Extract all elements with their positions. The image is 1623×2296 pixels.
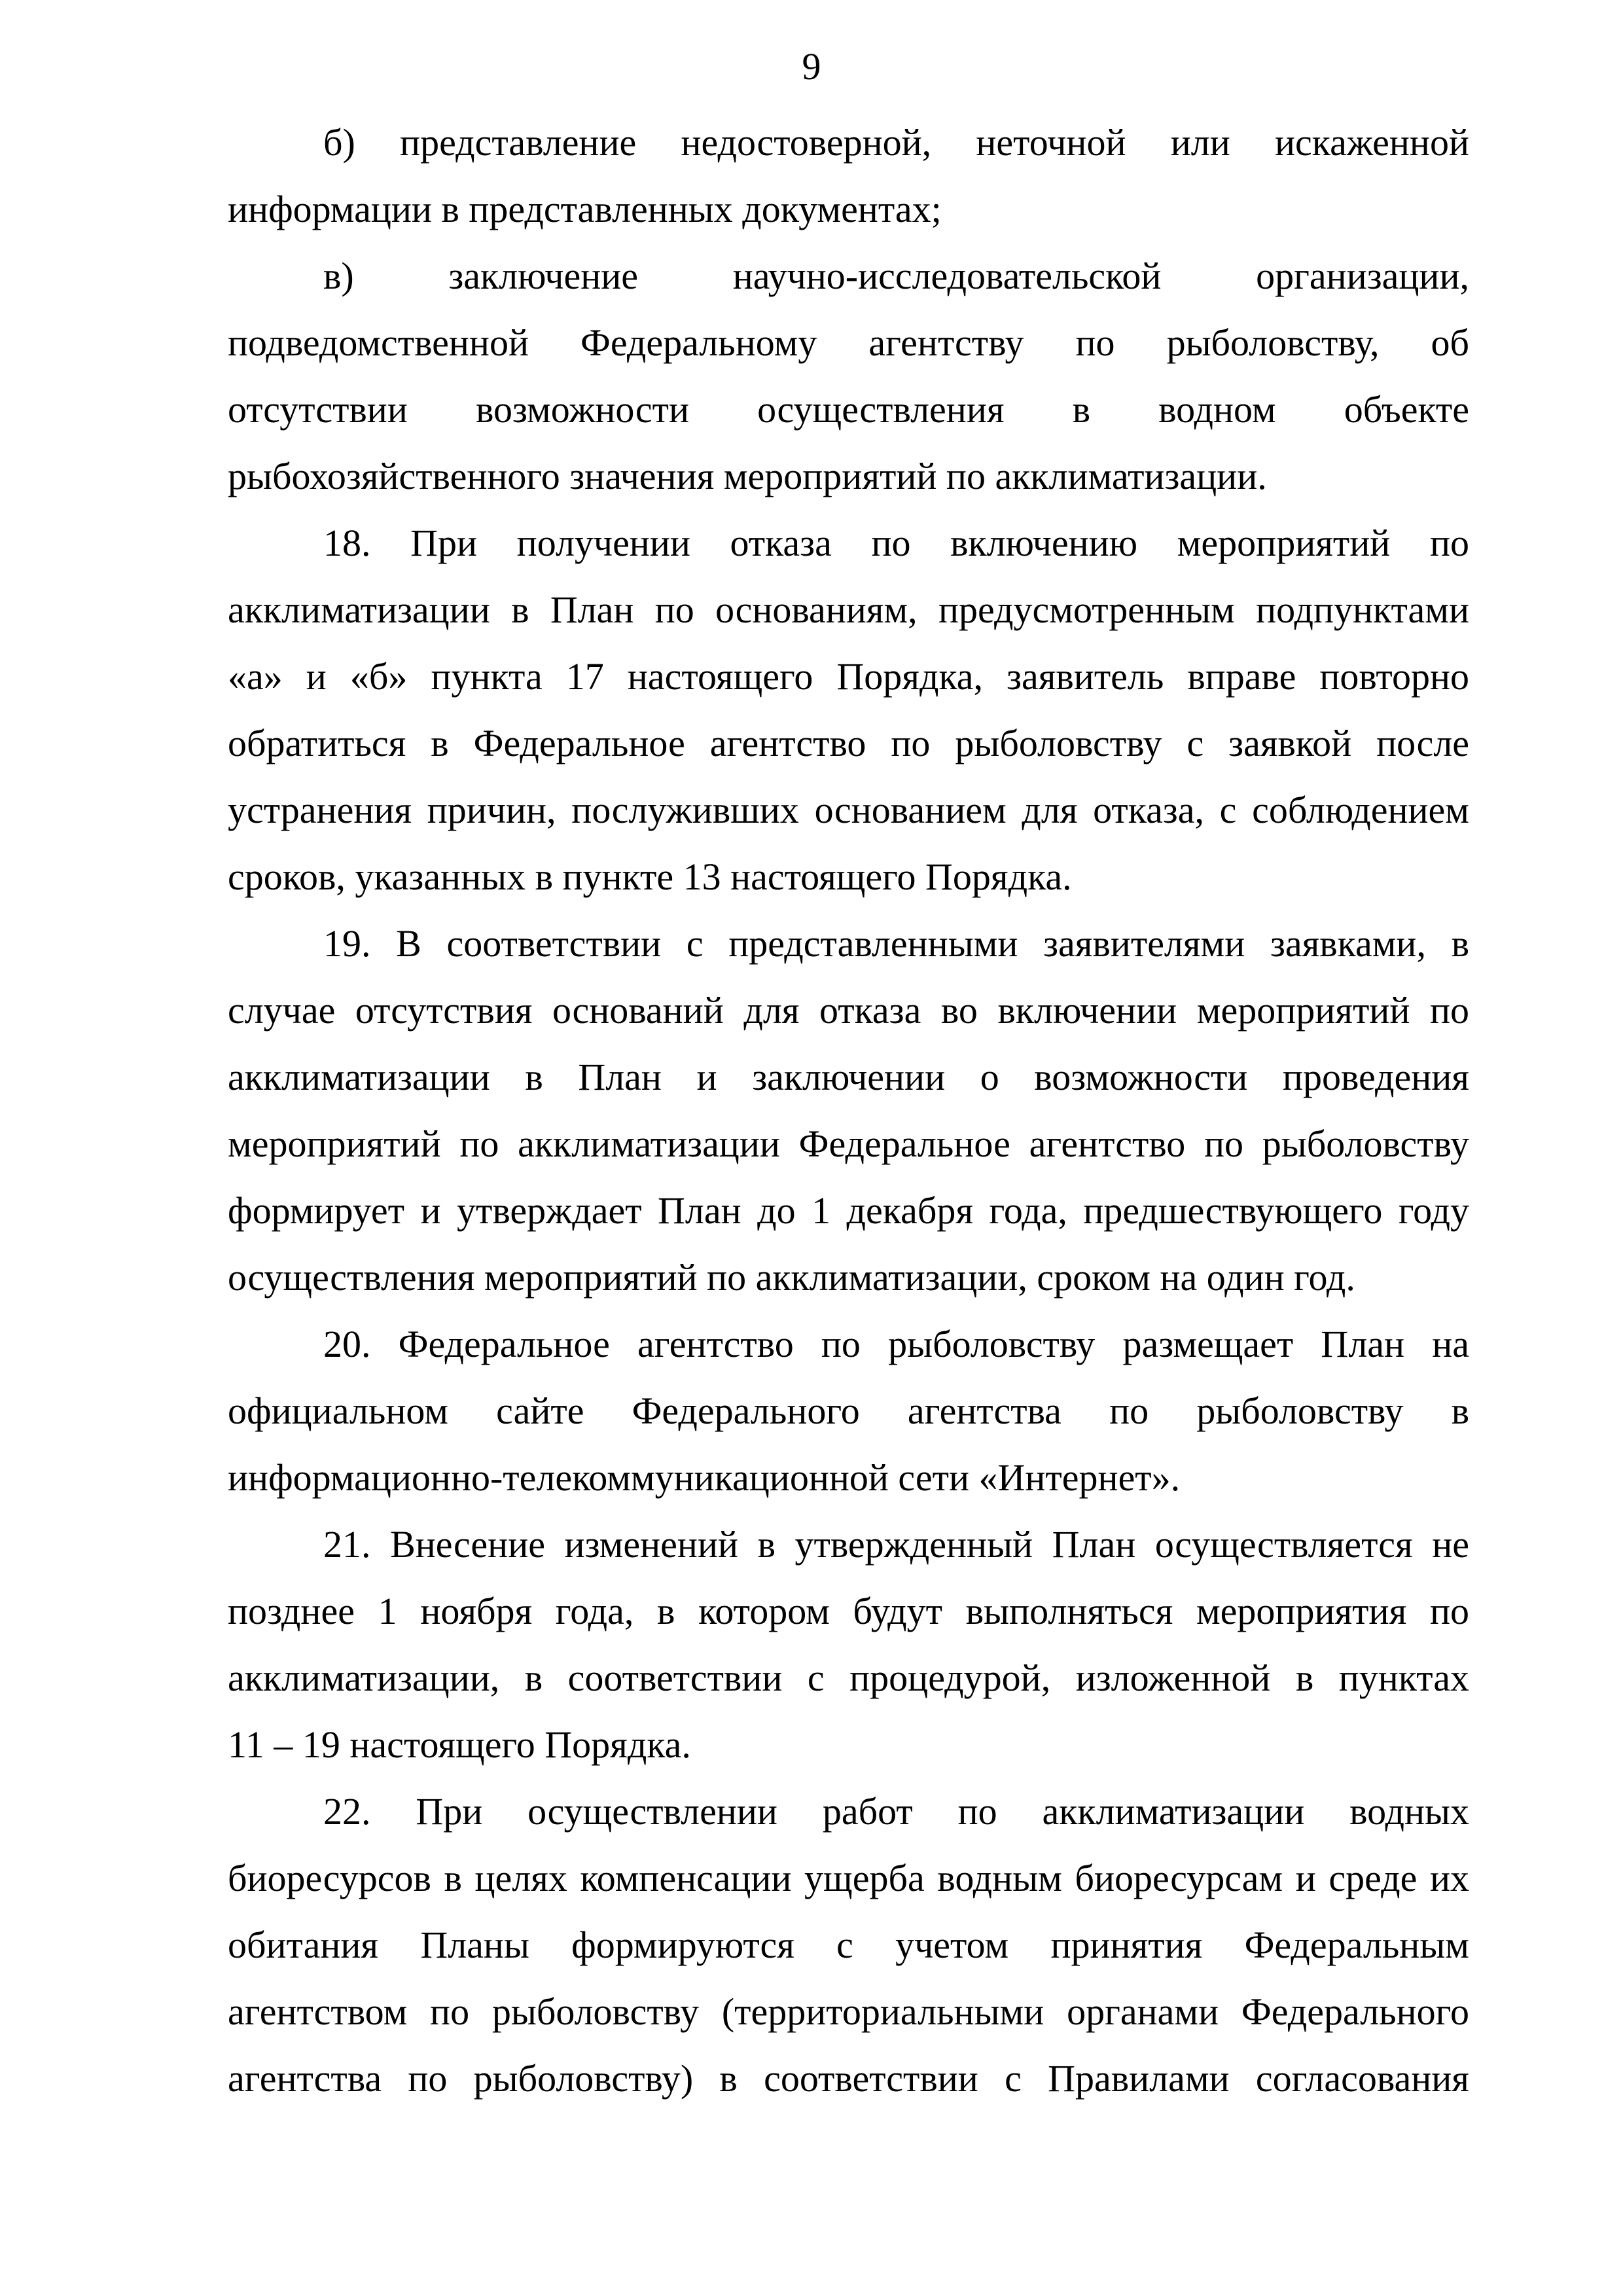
paragraph-line: подведомственной Федеральному агентству по рыболовству, об — [228, 321, 1469, 364]
paragraph-line: рыбохозяйственного значения мероприятий по акклиматизации. — [228, 455, 1267, 497]
page-number: 9 — [802, 45, 821, 88]
paragraph-line: «а» и «б» пункта 17 настоящего Порядка, заявитель вправе повторно — [228, 655, 1469, 698]
paragraph-line: отсутствии возможности осуществления в водном объекте — [228, 388, 1469, 431]
paragraph-line: обитания Планы формируются с учетом принятия Федеральным — [228, 1924, 1469, 1966]
paragraph-line: б) представление недостоверной, неточной или искаженной — [323, 121, 1469, 164]
paragraph-line: акклиматизации в План и заключении о возможности проведения — [228, 1056, 1469, 1098]
paragraph-line: акклиматизации, в соответствии с процедурой, изложенной в пунктах — [228, 1657, 1469, 1699]
paragraph-line: акклиматизации в План по основаниям, предусмотренным подпунктами — [228, 588, 1469, 631]
paragraph-line: позднее 1 ноября года, в котором будут выполняться мероприятия по — [228, 1590, 1469, 1632]
paragraph-line: мероприятий по акклиматизации Федеральное агентство по рыболовству — [228, 1122, 1469, 1165]
paragraph-line: 21. Внесение изменений в утвержденный План осуществляется не — [323, 1523, 1469, 1566]
paragraph-line: агентством по рыболовству (территориальными органами Федерального — [228, 1990, 1469, 2033]
paragraph-line: официальном сайте Федерального агентства по рыболовству в — [228, 1390, 1469, 1432]
paragraph-line: формирует и утверждает План до 1 декабря года, предшествующего году — [228, 1189, 1469, 1232]
paragraph-line: биоресурсов в целях компенсации ущерба водным биоресурсам и среде их — [228, 1857, 1469, 1899]
paragraph-line: информации в представленных документах; — [228, 188, 942, 230]
paragraph-line: случае отсутствия оснований для отказа во включении мероприятий по — [228, 989, 1469, 1031]
paragraph-line: агентства по рыболовству) в соответствии с Правилами согласования — [228, 2057, 1469, 2100]
paragraph-line: устранения причин, послуживших основанием для отказа, с соблюдением — [228, 789, 1469, 831]
paragraph-line: осуществления мероприятий по акклиматизации, сроком на один год. — [228, 1256, 1355, 1299]
document-body — [228, 109, 1469, 2112]
paragraph-line: в) заключение научно-исследовательской организации, — [323, 255, 1469, 297]
paragraph-line: 11 – 19 настоящего Порядка. — [228, 1723, 691, 1766]
paragraph-line: 18. При получении отказа по включению мероприятий по — [323, 522, 1469, 564]
paragraph-line: обратиться в Федеральное агентство по рыболовству с заявкой после — [228, 722, 1469, 764]
paragraph-line: 19. В соответствии с представленными заявителями заявками, в — [323, 922, 1469, 965]
paragraph-line: 20. Федеральное агентство по рыболовству размещает План на — [323, 1323, 1469, 1365]
paragraph-line: 22. При осуществлении работ по акклиматизации водных — [323, 1790, 1469, 1833]
paragraph-line: сроков, указанных в пункте 13 настоящего Порядка. — [228, 855, 1072, 898]
paragraph-line: информационно-телекоммуникационной сети «Интернет». — [228, 1456, 1181, 1499]
